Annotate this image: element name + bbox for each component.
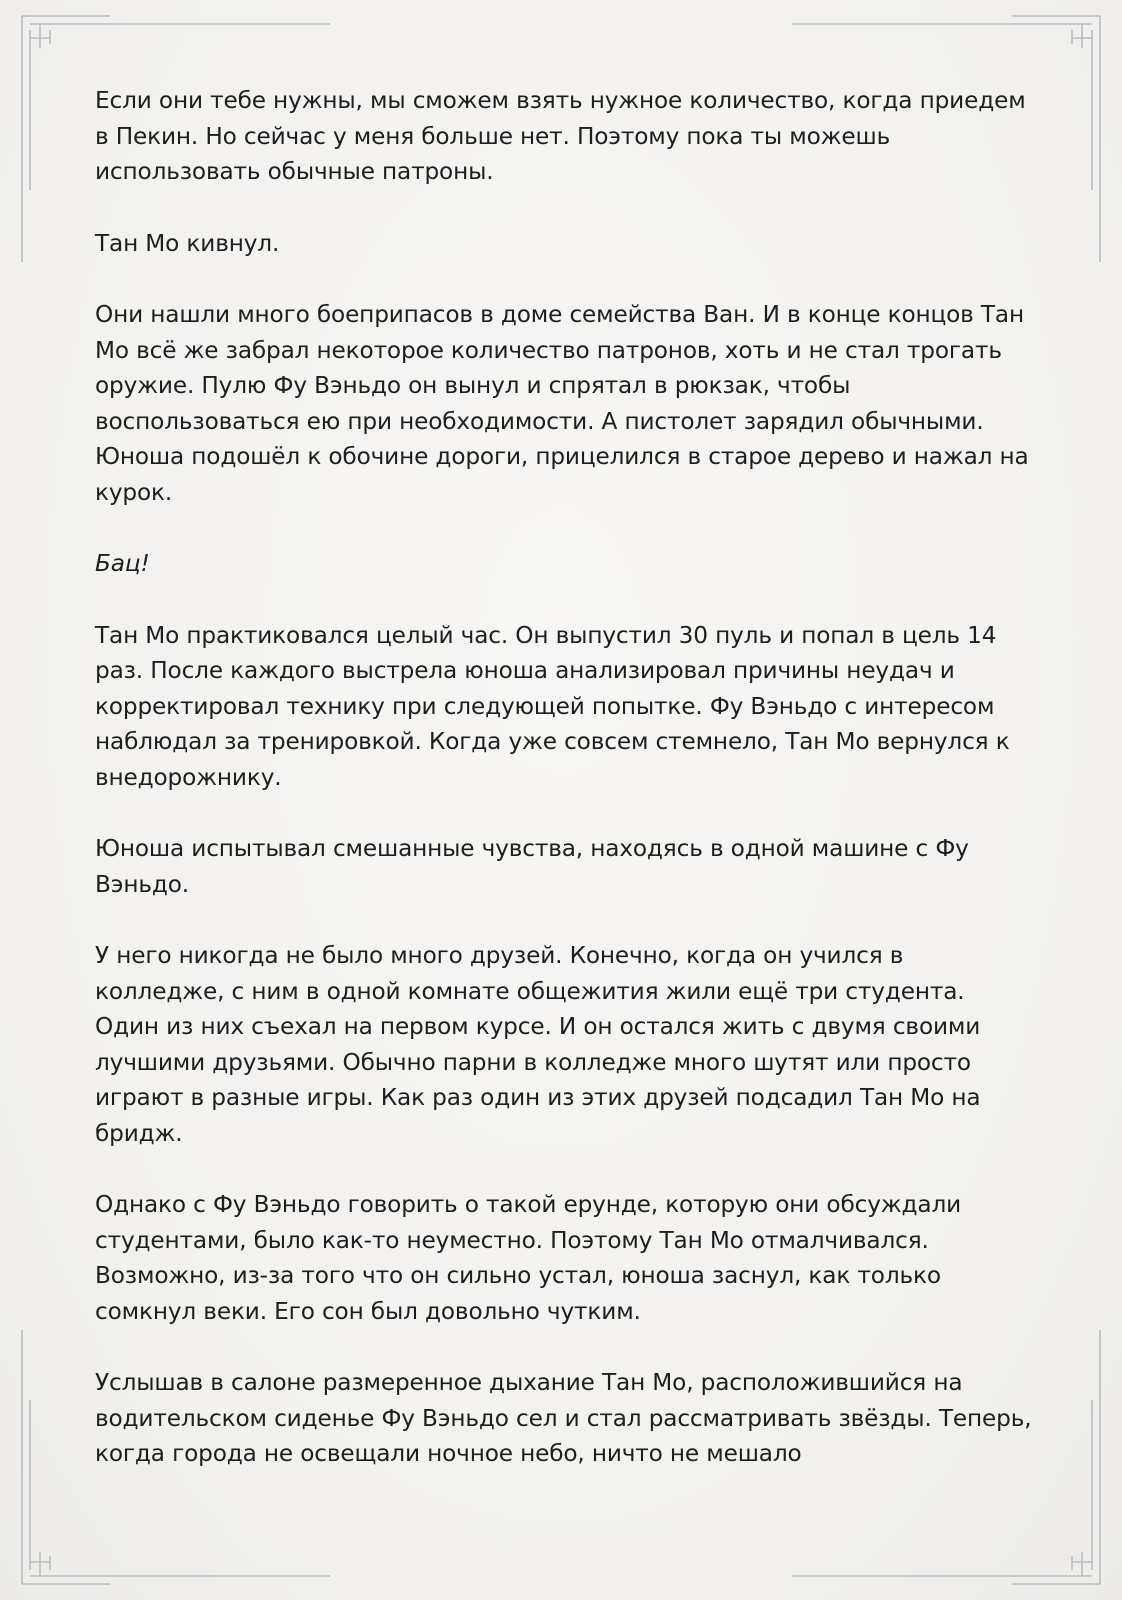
paragraph: Однако с Фу Вэньдо говорить о такой ерунде, которую они обсуждали студентами, было как-то неуместно. Поэтому Тан Мо отмалчивался. Возможно, из-за того что он сильно устал, юноша заснул, как только сомкнул веки. Его сон был довольно чутким. [95,1191,962,1325]
paragraph-italic-exclamation: Бац! [95,550,150,577]
paragraph: Если они тебе нужны, мы сможем взять нужное количество, когда приедем в Пекин. Но сейчас у меня больше нет. Поэтому пока ты можешь использовать обычные патроны. [95,87,1026,185]
paragraph: Юноша испытывал смешанные чувства, находясь в одной машине с Фу Вэньдо. [95,835,969,898]
paragraph: Тан Мо кивнул. [95,229,280,257]
paragraph: У него никогда не было много друзей. Конечно, когда он учился в колледже, с ним в одной комнате общежития жили ещё три студента. Один из них съехал на первом курсе. И он остался жить с двумя своими лучшими друзьями. Обычно парни в колледже много шутят или просто играют в разные игры. Как раз один из этих друзей подсадил Тан Мо на бридж. [95,942,981,1147]
paragraph: Они нашли много боеприпасов в доме семейства Ван. И в конце концов Тан Мо всё же забрал некоторое количество патронов, хоть и не стал трогать оружие. Пулю Фу Вэньдо он вынул и спрятал в рюкзак, чтобы воспользоваться ею при необходимости. А пистолет зарядил обычными. Юноша подошёл к обочине дороги, прицелился в старое дерево и нажал на курок. [95,301,1029,506]
text-body [95,83,1035,1508]
paragraph: Услышав в салоне размеренное дыхание Тан Мо, расположившийся на водительском сиденье Фу Вэньдо сел и стал рассматривать звёзды. Теперь, когда города не освещали ночное небо, ничто не мешало [95,1369,1032,1467]
paragraph: Тан Мо практиковался целый час. Он выпустил 30 пуль и попал в цель 14 раз. После каждого выстрела юноша анализировал причины неудач и корректировал технику при следующей попытке. Фу Вэньдо с интересом наблюдал за тренировкой. Когда уже совсем стемнело, Тан Мо вернулся к внедорожнику. [95,621,1010,791]
